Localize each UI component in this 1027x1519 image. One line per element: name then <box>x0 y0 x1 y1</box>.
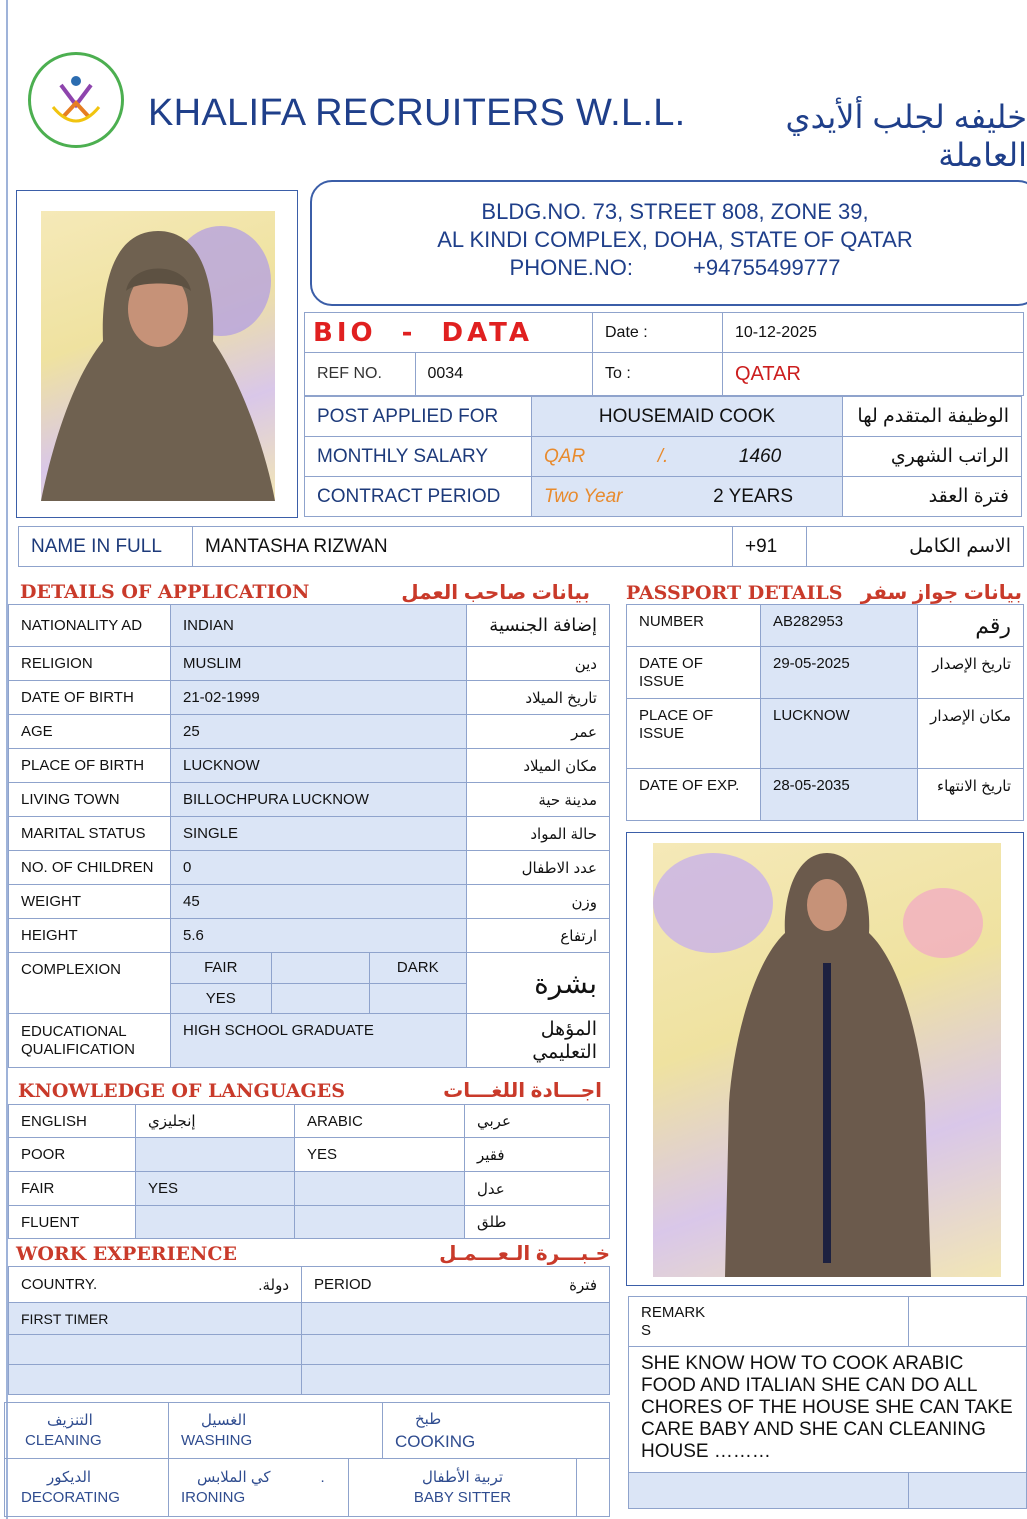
work-first-timer: FIRST TIMER <box>9 1303 302 1335</box>
issue-date: 29-05-2025 <box>761 647 918 699</box>
portrait-photo <box>41 211 275 501</box>
salary-separator: /. <box>657 445 669 467</box>
application-row-value: 0 <box>171 851 467 885</box>
lang-english-arabic: إنجليزي <box>136 1105 295 1138</box>
salary-arabic: الراتب الشهري <box>843 437 1022 477</box>
application-row-label: MARITAL STATUS <box>9 817 171 851</box>
application-row-arabic: حالة المواد <box>467 817 610 851</box>
application-row <box>9 715 610 749</box>
contract-hint: Two Year <box>544 485 623 507</box>
skills-table-2 <box>4 1458 610 1517</box>
skill-cleaning: التنزيف CLEANING <box>5 1403 169 1459</box>
address-line-2: AL KINDI COMPLEX, DOHA, STATE OF QATAR <box>437 227 913 252</box>
remarks-label-empty <box>909 1297 1027 1347</box>
complexion-yes: YES <box>171 983 271 1013</box>
work-period-1 <box>302 1303 610 1335</box>
application-row-label: PLACE OF BIRTH <box>9 749 171 783</box>
work-period-3 <box>302 1365 610 1395</box>
application-row-arabic: وزن <box>467 885 610 919</box>
application-row <box>9 851 610 885</box>
contract-arabic: فترة العقد <box>843 477 1022 517</box>
expiry-date-label: DATE OF EXP. <box>627 769 761 821</box>
application-row <box>9 749 610 783</box>
application-row <box>9 885 610 919</box>
lang-poor-arabic-value: YES <box>295 1138 465 1172</box>
complexion-fair: FAIR <box>171 953 271 983</box>
to-label: To : <box>593 353 723 396</box>
application-row-value: INDIAN <box>171 605 467 647</box>
lang-poor-label-arabic: فقير <box>465 1138 610 1172</box>
portrait-photo-frame <box>16 190 298 518</box>
application-row-value: 45 <box>171 885 467 919</box>
skill-ironing: كي الملابس . IRONING <box>169 1459 349 1517</box>
bio-data-title: BIO - DATA <box>305 313 593 353</box>
post-arabic: الوظيفة المتقدم لها <box>843 397 1022 437</box>
complexion-grid <box>171 953 467 1014</box>
full-photo-frame <box>626 832 1024 1286</box>
lang-arabic: ARABIC <box>295 1105 465 1138</box>
application-row <box>9 647 610 681</box>
issue-place-label: PLACE OF ISSUE <box>627 699 761 769</box>
date-value: 10-12-2025 <box>723 313 1024 353</box>
lang-fluent: FLUENT <box>9 1206 136 1239</box>
application-table <box>8 604 610 1068</box>
application-row-label: WEIGHT <box>9 885 171 919</box>
application-row-arabic: تاريخ الميلاد <box>467 681 610 715</box>
skill-empty <box>577 1459 610 1517</box>
application-section-title: DETAILS OF APPLICATION <box>20 581 310 603</box>
company-name-arabic: خليفه لجلب ألأيدي العاملة <box>785 99 1027 173</box>
name-table <box>18 526 1024 567</box>
expiry-date-arabic: تاريخ الانتهاء <box>918 769 1024 821</box>
salary-value: 1460 <box>738 445 782 467</box>
application-row-label: DATE OF BIRTH <box>9 681 171 715</box>
complexion-empty-2 <box>271 983 369 1013</box>
ref-label: REF NO. <box>305 353 415 395</box>
passport-number: AB282953 <box>761 605 918 647</box>
remarks-label: REMARK S <box>629 1297 909 1347</box>
application-row-label: AGE <box>9 715 171 749</box>
education-arabic: المؤهل التعليمي <box>467 1014 610 1068</box>
passport-number-arabic: رقم <box>918 605 1024 647</box>
lang-fluent-arabic <box>295 1206 465 1239</box>
phone-line <box>312 254 1027 282</box>
ref-value: 0034 <box>427 365 464 382</box>
skill-babysitter: تربية الأطفال BABY SITTER <box>349 1459 577 1517</box>
application-row <box>9 681 610 715</box>
passport-number-label: NUMBER <box>627 605 761 647</box>
company-logo <box>28 52 124 148</box>
company-name: KHALIFA RECRUITERS W.L.L. <box>148 92 686 134</box>
work-table <box>8 1266 610 1395</box>
contract-label: CONTRACT PERIOD <box>305 477 532 517</box>
application-row-value: BILLOCHPURA LUCKNOW <box>171 783 467 817</box>
application-row-arabic: ارتفاع <box>467 919 610 953</box>
skills-table <box>4 1402 610 1459</box>
passport-table <box>626 604 1024 821</box>
application-row-arabic: مكان الميلاد <box>467 749 610 783</box>
lang-fair-label-arabic: عدل <box>465 1172 610 1206</box>
address-line-1: BLDG.NO. 73, STREET 808, ZONE 39, <box>481 199 869 224</box>
complexion-empty-1 <box>271 953 369 983</box>
work-period-label: PERIOD فترة <box>302 1267 610 1303</box>
application-section-title-arabic: بيانات صاحب العمل <box>401 582 590 604</box>
application-row-value: 25 <box>171 715 467 749</box>
date-label: Date : <box>593 313 723 353</box>
application-row-label: HEIGHT <box>9 919 171 953</box>
application-row-arabic: إضافة الجنسية <box>467 605 610 647</box>
name-code: +91 <box>733 527 807 567</box>
work-period-2 <box>302 1335 610 1365</box>
skill-decorating: الديكور DECORATING <box>5 1459 169 1517</box>
ref-cell <box>305 353 593 396</box>
phone-label: PHONE.NO: <box>509 255 634 280</box>
salary-label: MONTHLY SALARY <box>305 437 532 477</box>
lang-fluent-label-arabic: طلق <box>465 1206 610 1239</box>
logo-icon <box>31 55 121 145</box>
skill-washing: الغسيل WASHING <box>169 1403 383 1459</box>
application-row <box>9 919 610 953</box>
work-country-label: COUNTRY. دولة. <box>9 1267 302 1303</box>
full-body-photo <box>653 843 1001 1277</box>
lang-fluent-english <box>136 1206 295 1239</box>
application-row-value: 5.6 <box>171 919 467 953</box>
remarks-text: SHE KNOW HOW TO COOK ARABIC FOOD AND ITALIAN SHE CAN DO ALL CHORES OF THE HOUSE SHE CAN TAKE CARE BABY AND SHE CAN CLEANING HOUSE ……… <box>629 1347 1027 1473</box>
lang-fair-english-value: YES <box>136 1172 295 1206</box>
post-table <box>304 396 1022 517</box>
bio-header-table <box>304 312 1024 396</box>
application-row-arabic: مدينة حية <box>467 783 610 817</box>
application-row-label: RELIGION <box>9 647 171 681</box>
skill-cooking: طبخ COOKING <box>383 1403 610 1459</box>
lang-poor: POOR <box>9 1138 136 1172</box>
education-value: HIGH SCHOOL GRADUATE <box>171 1014 467 1068</box>
remarks-footer-2 <box>909 1473 1027 1509</box>
education-label: EDUCATIONAL QUALIFICATION <box>9 1014 171 1068</box>
application-row-value: SINGLE <box>171 817 467 851</box>
post-label: POST APPLIED FOR <box>305 397 532 437</box>
application-row <box>9 783 610 817</box>
passport-section-title-arabic: بيانات جواز سفر <box>860 582 1022 604</box>
salary-cell <box>532 437 843 477</box>
complexion-arabic: بشرة <box>467 953 610 1014</box>
work-country-3 <box>9 1365 302 1395</box>
issue-place: LUCKNOW <box>761 699 918 769</box>
application-row-value: LUCKNOW <box>171 749 467 783</box>
to-value: QATAR <box>723 353 1024 396</box>
application-row-arabic: دين <box>467 647 610 681</box>
application-row-label: NO. OF CHILDREN <box>9 851 171 885</box>
expiry-date: 28-05-2035 <box>761 769 918 821</box>
issue-date-label: DATE OF ISSUE <box>627 647 761 699</box>
application-row-arabic: عدد الاطفال <box>467 851 610 885</box>
issue-place-arabic: مكان الإصدار <box>918 699 1024 769</box>
contract-value: 2 YEARS <box>713 485 793 507</box>
person-icon <box>41 211 275 501</box>
lang-english: ENGLISH <box>9 1105 136 1138</box>
phone-number: +94755499777 <box>693 255 841 280</box>
name-value: MANTASHA RIZWAN <box>193 527 733 567</box>
application-row-arabic: عمر <box>467 715 610 749</box>
lang-fair-arabic <box>295 1172 465 1206</box>
languages-section-title: KNOWLEDGE OF LANGUAGES <box>18 1080 345 1102</box>
application-row <box>9 605 610 647</box>
languages-section-title-arabic: اجـــادة اللغـــات <box>443 1080 602 1102</box>
person-full-icon <box>653 843 1001 1277</box>
address-box <box>310 180 1027 306</box>
complexion-empty-3 <box>369 983 466 1013</box>
languages-table <box>8 1104 610 1239</box>
application-row-label: LIVING TOWN <box>9 783 171 817</box>
issue-date-arabic: تاريخ الإصدار <box>918 647 1024 699</box>
application-row-value: MUSLIM <box>171 647 467 681</box>
salary-currency: QAR <box>544 445 586 467</box>
remarks-table <box>628 1296 1027 1509</box>
work-country-2 <box>9 1335 302 1365</box>
lang-arabic-arabic: عربي <box>465 1105 610 1138</box>
lang-poor-english <box>136 1138 295 1172</box>
application-row-label: NATIONALITY AD <box>9 605 171 647</box>
passport-section-title: PASSPORT DETAILS <box>626 582 843 604</box>
name-arabic: الاسم الكامل <box>807 527 1024 567</box>
complexion-label: COMPLEXION <box>9 953 171 1014</box>
application-row-value: 21-02-1999 <box>171 681 467 715</box>
contract-cell <box>532 477 843 517</box>
post-value: HOUSEMAID COOK <box>532 397 843 437</box>
work-section-title-arabic: خـبـــرة الـعـــمـل <box>439 1243 610 1265</box>
complexion-dark: DARK <box>369 953 466 983</box>
application-row <box>9 817 610 851</box>
remarks-footer-1 <box>629 1473 909 1509</box>
name-label: NAME IN FULL <box>19 527 193 567</box>
lang-fair: FAIR <box>9 1172 136 1206</box>
work-section-title: WORK EXPERIENCE <box>16 1243 237 1265</box>
